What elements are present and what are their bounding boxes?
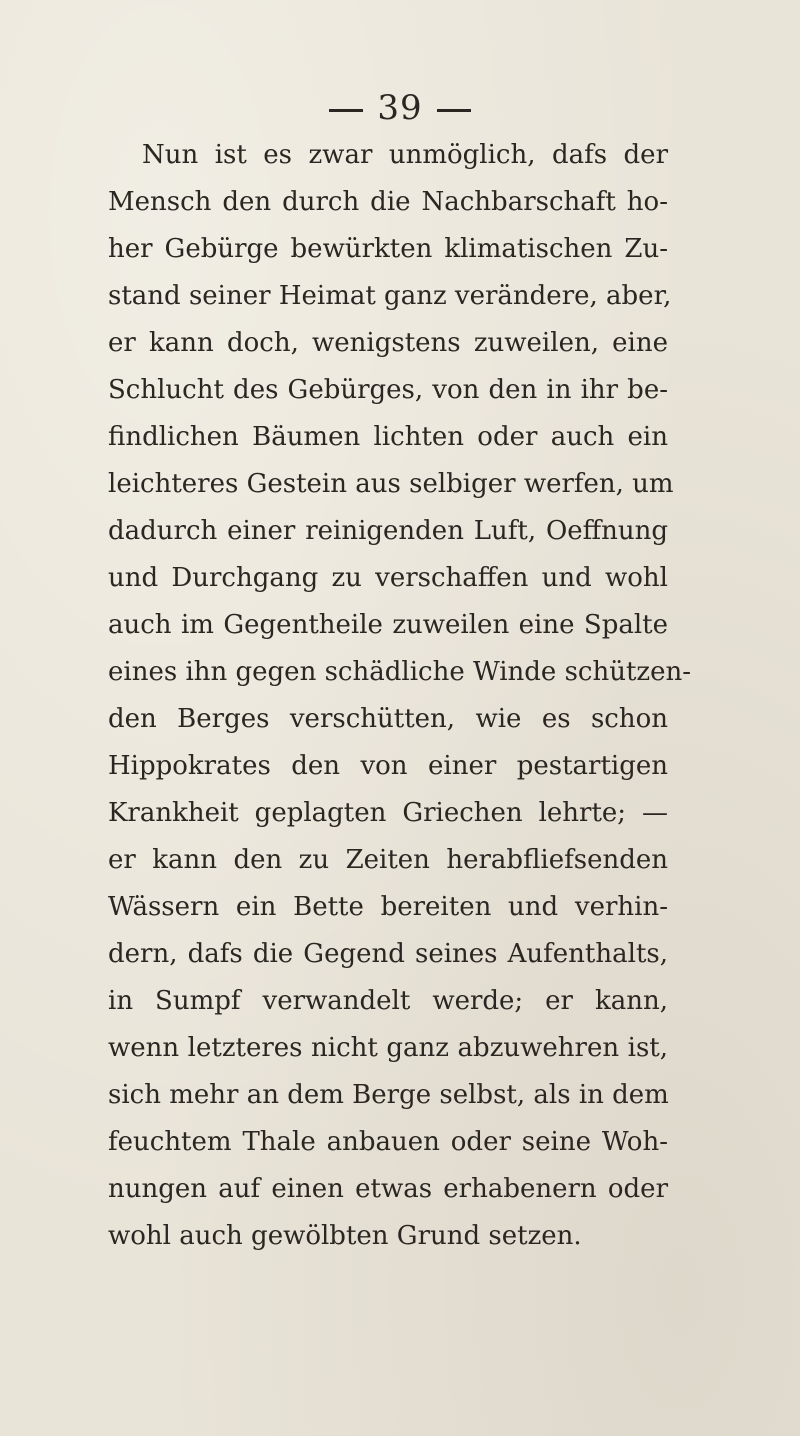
text-line: Nun ist es zwar unmöglich, dafs der [142, 140, 668, 170]
text-line: wohl auch gewölbten Grund setzen. [108, 1221, 582, 1251]
text-line: wenn letzteres nicht ganz abzuwehren ist, [108, 1033, 668, 1063]
right-dash [437, 109, 471, 112]
text-line: her Gebürge bewürkten klimatischen Zu- [108, 234, 668, 264]
text-line: auch im Gegentheile zuweilen eine Spalte [108, 610, 668, 640]
left-dash [329, 109, 363, 112]
text-line: stand seiner Heimat ganz verändere, aber, [108, 281, 672, 311]
text-line: den Berges verschütten, wie es schon [108, 704, 668, 734]
text-line: feuchtem Thale anbauen oder seine Woh- [108, 1127, 668, 1157]
text-line: Mensch den durch die Nachbarschaft ho- [108, 187, 668, 217]
text-line: und Durchgang zu verschaffen und wohl [108, 563, 668, 593]
text-line: in Sumpf verwandelt werde; er kann, [108, 986, 668, 1016]
page-number [0, 88, 800, 128]
body-text [108, 132, 692, 1260]
page-number-text: 39 [377, 88, 423, 128]
text-line: Wässern ein Bette bereiten und verhin- [108, 892, 668, 922]
text-line: sich mehr an dem Berge selbst, als in dem [108, 1080, 669, 1110]
text-line: findlichen Bäumen lichten oder auch ein [108, 422, 668, 452]
text-line: er kann den zu Zeiten herabfliefsenden [108, 845, 668, 875]
text-line: dern, dafs die Gegend seines Aufenthalts, [108, 939, 668, 969]
text-line: eines ihn gegen schädliche Winde schützen- [108, 657, 692, 687]
text-line: er kann doch, wenigstens zuweilen, eine [108, 328, 668, 358]
text-line: Krankheit geplagten Griechen lehrte; — [108, 798, 668, 828]
text-line: Schlucht des Gebürges, von den in ihr be- [108, 375, 668, 405]
text-line: dadurch einer reinigenden Luft, Oeffnung [108, 516, 668, 546]
text-line: nungen auf einen etwas erhabenern oder [108, 1174, 668, 1204]
text-line: leichteres Gestein aus selbiger werfen, um [108, 469, 674, 499]
text-line: Hippokrates den von einer pestartigen [108, 751, 668, 781]
